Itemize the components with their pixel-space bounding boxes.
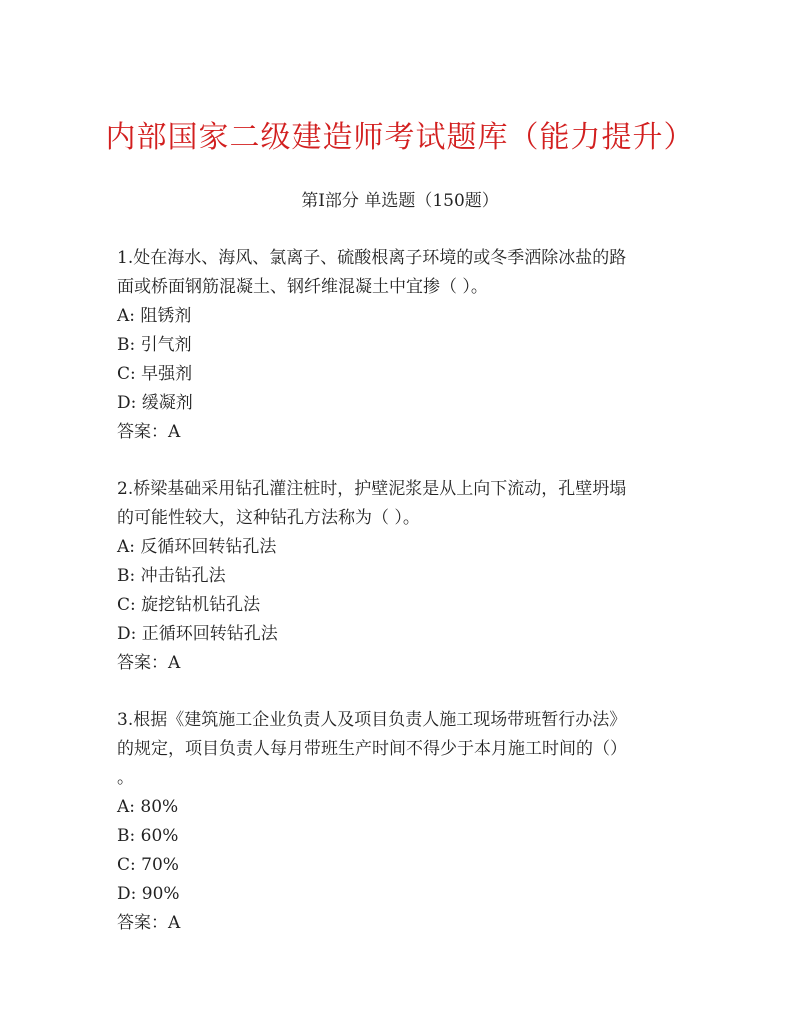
option-b: B: 冲击钻孔法 bbox=[117, 566, 226, 586]
option-c: C: 70% bbox=[117, 855, 179, 875]
question-stem-line: 面或桥面钢筋混凝土、钢纤维混凝土中宜掺（ ）。 bbox=[117, 277, 488, 297]
answer-label: 答案： bbox=[117, 653, 168, 673]
answer-line bbox=[117, 418, 677, 447]
option-c: C: 旋挖钻机钻孔法 bbox=[117, 595, 261, 615]
option-d: D: 缓凝剂 bbox=[117, 393, 193, 413]
answer-line bbox=[117, 649, 677, 678]
answer-label: 答案： bbox=[117, 913, 168, 933]
question-list bbox=[117, 244, 677, 966]
option-a: A: 反循环回转钻孔法 bbox=[117, 537, 277, 557]
question-1 bbox=[117, 244, 677, 447]
option-b: B: 60% bbox=[117, 826, 179, 846]
answer-value: A bbox=[168, 913, 181, 933]
option-a: A: 阻锈剂 bbox=[117, 306, 192, 326]
answer-value: A bbox=[168, 422, 181, 442]
question-stem-line: 的可能性较大，这种钻孔方法称为（ ）。 bbox=[117, 508, 420, 528]
question-stem-line: 1.处在海水、海风、氯离子、硫酸根离子环境的或冬季洒除冰盐的路 bbox=[117, 248, 627, 268]
question-stem-line: 的规定，项目负责人每月带班生产时间不得少于本月施工时间的（） bbox=[117, 739, 627, 759]
option-a: A: 80% bbox=[117, 797, 179, 817]
section-heading: 第I部分 单选题（150题） bbox=[301, 191, 499, 211]
question-stem-line: 。 bbox=[117, 768, 134, 788]
question-stem-line: 3.根据《建筑施工企业负责人及项目负责人施工现场带班暂行办法》 bbox=[117, 710, 627, 730]
answer-label: 答案： bbox=[117, 422, 168, 442]
document-title: 内部国家二级建造师考试题库（能力提升） bbox=[105, 120, 695, 155]
answer-line bbox=[117, 909, 677, 938]
question-2 bbox=[117, 475, 677, 678]
option-d: D: 90% bbox=[117, 884, 180, 904]
option-d: D: 正循环回转钻孔法 bbox=[117, 624, 278, 644]
answer-value: A bbox=[168, 653, 181, 673]
option-b: B: 引气剂 bbox=[117, 335, 192, 355]
option-c: C: 早强剂 bbox=[117, 364, 193, 384]
question-stem-line: 2.桥梁基础采用钻孔灌注桩时，护壁泥浆是从上向下流动，孔壁坍塌 bbox=[117, 479, 627, 499]
question-3 bbox=[117, 706, 677, 938]
